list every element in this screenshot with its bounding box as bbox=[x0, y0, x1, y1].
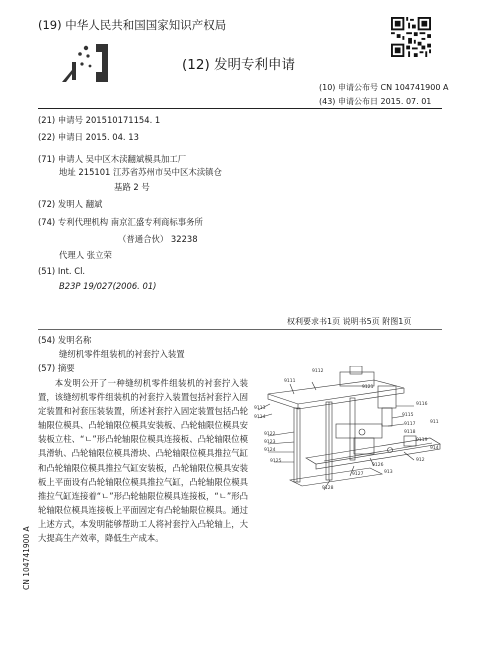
publication-number: (10) 申请公布号 CN 104741900 A bbox=[319, 83, 449, 92]
applicant: (71) 申请人 吴中区木渎翻斌模具加工厂 bbox=[38, 154, 187, 164]
figure-label: 911 bbox=[430, 420, 439, 425]
figure-label: 9121 bbox=[362, 385, 374, 390]
figure-label: 912 bbox=[416, 458, 425, 463]
figure-label: 9114 bbox=[254, 415, 266, 420]
issuing-office: (19) 中华人民共和国国家知识产权局 bbox=[38, 18, 227, 32]
application-date: (22) 申请日 2015. 04. 13 bbox=[38, 132, 139, 142]
figure-label: 9118 bbox=[404, 430, 416, 435]
abstract-text: 本发明公开了一种缝纫机零件组装机的衬套拧入装置，该缝纫机零件组装机的衬套拧入装置包括衬套拧入固定装置和衬套压装装置，所述衬套拧入固定装置包括凸轮轴限位模具、凸轮轴限位模具安装板、凸轮轴限位模具安装板立柱、“ㄴ”形凸轮轴限位模具连接板、凸轮轴限位模具滑轨、凸轮轴限位模具滑块、凸轮轴限位模具推拉气缸和凸轮轴限位模具推拉气缸安装板，凸轮轴限位模具安装板上平面设有凸轮轴限位模具推拉气缸，凸轮轴限位模具推拉气缸连接着“ㄴ”形凸轮轴限位模具连接板，“ㄴ”形凸轮轴限位模具连接板上平面固定有凸轮轴限位模具。通过上述方式，本发明能够帮助工人将衬套拧入凸轮轴上，大大提高生产效率，降低生产成本。 bbox=[38, 378, 248, 544]
figure-label: 9113 bbox=[254, 406, 266, 411]
inventor: (72) 发明人 翻斌 bbox=[38, 199, 103, 209]
figure-label: 9119 bbox=[416, 438, 428, 443]
pages-info: 权利要求书1页 说明书5页 附图1页 bbox=[287, 317, 412, 326]
figure-label: 9127 bbox=[352, 472, 364, 477]
section-rule bbox=[38, 329, 442, 330]
application-number: (21) 申请号 201510171154. 1 bbox=[38, 115, 161, 125]
figure-label: 9117 bbox=[404, 422, 416, 427]
address-line1: 地址 215101 江苏省苏州市吴中区木渎镇仓 bbox=[59, 167, 222, 177]
title-label: (54) 发明名称 bbox=[38, 335, 92, 345]
figure-label: 9111 bbox=[284, 379, 296, 384]
ipc-code: B23P 19/027(2006. 01) bbox=[59, 281, 157, 291]
figure-label: 9122 bbox=[264, 432, 276, 437]
abstract-label: (57) 摘要 bbox=[38, 363, 75, 373]
figure-label: 914 bbox=[430, 446, 439, 451]
qr-code bbox=[391, 17, 431, 57]
figure-label: 9126 bbox=[372, 463, 384, 468]
document-type: (12) 发明专利申请 bbox=[182, 57, 296, 73]
figure-label: 9112 bbox=[312, 369, 324, 374]
figure-label: 9116 bbox=[416, 402, 428, 407]
figure-label: 9123 bbox=[264, 440, 276, 445]
patent-agency: (74) 专利代理机构 南京汇盛专利商标事务所 bbox=[38, 217, 203, 227]
figure-label: 9125 bbox=[270, 459, 282, 464]
figure-label: 9124 bbox=[264, 448, 276, 453]
figure-label: 9115 bbox=[402, 413, 414, 418]
patent-agency-line2: （普通合伙） 32238 bbox=[118, 234, 198, 244]
patent-agent: 代理人 张立荣 bbox=[59, 250, 112, 260]
sipo-logo bbox=[58, 42, 116, 84]
publication-date: (43) 申请公布日 2015. 07. 01 bbox=[319, 97, 432, 106]
address-line2: 基路 2 号 bbox=[114, 182, 150, 192]
figure-label: 913 bbox=[384, 470, 393, 475]
invention-title: 缝纫机零件组装机的衬套拧入装置 bbox=[59, 349, 185, 359]
header-rule bbox=[38, 108, 442, 109]
int-cl-label: (51) Int. Cl. bbox=[38, 266, 86, 276]
side-publication-number: CN 104741900 A bbox=[22, 526, 31, 590]
figure-label: 9128 bbox=[322, 486, 334, 491]
